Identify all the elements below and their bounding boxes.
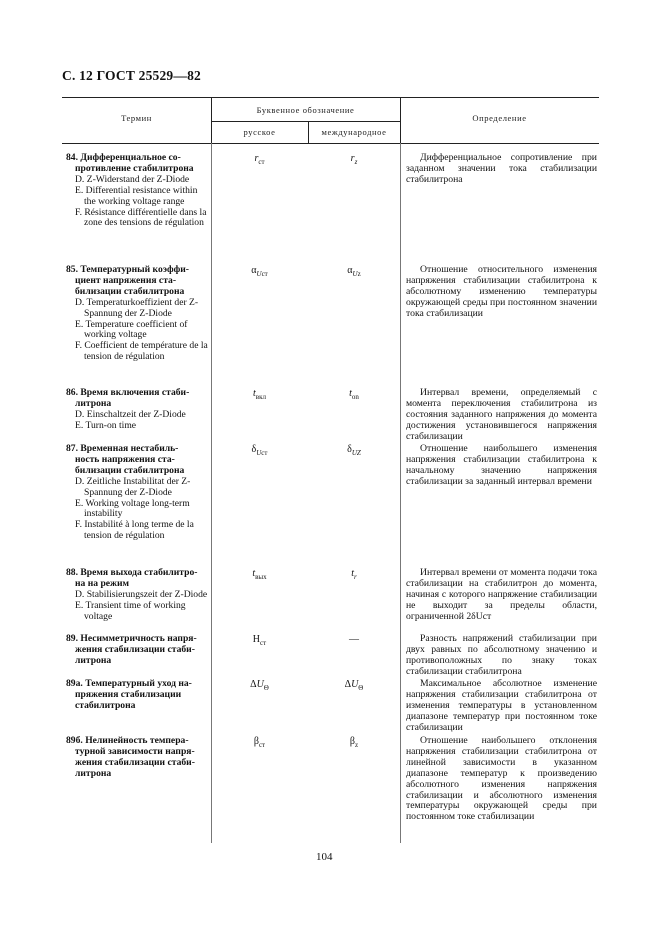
term-title: литрона	[75, 767, 112, 779]
letter-sub-rule	[211, 121, 400, 122]
term-85	[66, 265, 211, 363]
term-translation-de: D. Zeitliche Instabilitat der Z-Spannung der Z-Diode	[75, 475, 191, 498]
symbol-int-89: —	[349, 634, 359, 645]
definition-86: Интервал времени, определяемый с момента переключения стабилитрона из состояния заданного напряжения до момента достижения установившегося напряжения стабилизации	[406, 387, 597, 442]
term-title: 89а. Температурный уход на-	[66, 678, 192, 689]
definition-85: Отношение относительного изменения напряжения стабилизации стабилитрона к абсолютному изменению температуры окружающей среды при постоянном значении тока стабилизации	[406, 264, 597, 319]
symbol-ru-89: $H_{ст}$	[252, 634, 267, 647]
symbol-int-86: $t_{on}$	[349, 388, 359, 401]
col-header-russian: русское	[243, 127, 276, 137]
symbol-int-87: $\delta_{UZ}$	[347, 444, 361, 457]
term-translation-de: D. Einschaltzeit der Z-Diode	[75, 408, 186, 420]
term-title: противление стабилитрона	[75, 162, 194, 174]
term-title: стабилитрона	[75, 699, 136, 711]
term-translation-en: E. Working voltage long-term instability	[75, 497, 190, 520]
definition-84: Дифференциальное сопротивление при заданном значении тока стабилизации стабилитрона	[406, 152, 597, 185]
symbol-ru-85: $\alpha_{Uст}$	[251, 265, 268, 278]
term-title: литрона	[75, 397, 112, 409]
term-87	[66, 444, 211, 542]
table-head-bottom-rule	[62, 143, 599, 144]
page-number: 104	[316, 851, 333, 863]
term-89b	[66, 736, 211, 780]
term-title: турной зависимости напря-	[75, 745, 195, 757]
term-title: пряжения стабилизации	[75, 688, 182, 700]
symbol-ru-84: $r_{ст}$	[254, 153, 265, 166]
definition-89: Разность напряжений стабилизации при двух равных по абсолютному значению и противоположных по знаку токах стабилизации стабилитрона	[406, 633, 597, 677]
term-84	[66, 153, 211, 229]
term-translation-en: E. Differential resistance within the working voltage range	[75, 184, 198, 207]
symbol-ru-89a: $\Delta U_\Theta$	[250, 679, 269, 692]
symbol-int-85: $\alpha_{Uz}$	[347, 265, 361, 278]
term-title: 89б. Нелинейность темпера-	[66, 735, 189, 746]
col-divider-3-body	[400, 143, 401, 843]
col-header-letter: Буквенное обозначение	[256, 105, 355, 115]
term-title: 88. Время выхода стабилитро-	[66, 567, 198, 578]
term-title: жения стабилизации стаби-	[75, 756, 195, 768]
term-title: на на режим	[75, 577, 130, 589]
definition-89a: Максимальное абсолютное изменение напряжения стабилизации стабилитрона от изменения температуры в установленном диапазоне температур при постоянном токе стабилизации	[406, 678, 597, 733]
symbol-ru-89b: $\beta_{ст}$	[253, 736, 266, 749]
term-title: 86. Время включения стаби-	[66, 387, 190, 398]
term-title: ность напряжения ста-	[75, 453, 175, 465]
term-translation-de: D. Temperaturkoeffizient der Z-Spannung der Z-Diode	[75, 296, 199, 319]
term-86	[66, 388, 211, 432]
term-translation-de: D. Z-Widerstand der Z-Diode	[75, 173, 190, 185]
table-top-rule	[62, 97, 599, 98]
term-title: жения стабилизации стаби-	[75, 643, 195, 655]
col-header-international: международное	[321, 127, 387, 137]
term-title: литрона	[75, 654, 112, 666]
term-88	[66, 568, 211, 623]
col-header-term: Термин	[121, 113, 152, 123]
term-title: 85. Температурный коэффи-	[66, 264, 189, 275]
symbol-int-84: $r_z$	[350, 153, 358, 166]
term-title: 84. Дифференциальное со-	[66, 152, 181, 163]
term-translation-en: E. Turn-on time	[75, 419, 137, 431]
symbol-ru-88: $t_{вых}$	[252, 568, 267, 581]
term-translation-fr: F. Instabilité à long terme de la tension de régulation	[75, 519, 194, 542]
col-header-definition: Определение	[472, 113, 527, 123]
symbol-ru-87: $\delta_{Uст}$	[251, 444, 268, 457]
term-title: циент напряжения ста-	[75, 274, 177, 286]
page-header: С. 12 ГОСТ 25529—82	[62, 68, 201, 83]
definition-89b: Отношение наибольшего отклонения напряжения стабилизации стабилитрона от линейной зависимости в указанном диапазоне температур к произведению абсолютного изменения напряжения стабилизации и абсолютного изменения температуры окружающей среды при постоянном токе стабилизации	[406, 735, 597, 823]
term-translation-fr: F. Coefficient de température de la tension de régulation	[75, 340, 208, 363]
term-translation-de: D. Stabilisierungszeit der Z-Diode	[75, 588, 208, 600]
term-translation-en: E. Temperature coefficient of working voltage	[75, 318, 188, 341]
term-89	[66, 634, 211, 667]
term-title: 87. Временная нестабиль-	[66, 443, 179, 454]
definition-88: Интервал времени от момента подачи тока стабилизации на стабилитрон до момента, начиная с которого напряжение стабилизации не выходит за пределы области, ограниченной 2δUст	[406, 567, 597, 622]
term-title: билизации стабилитрона	[75, 464, 185, 476]
symbol-int-89b: $\beta_z$	[349, 736, 359, 749]
symbol-int-88: $t_r$	[351, 568, 357, 581]
symbol-int-89a: $\Delta U_\Theta$	[344, 679, 364, 692]
symbol-ru-86: $t_{вкл}$	[253, 388, 266, 401]
term-title: билизации стабилитрона	[75, 285, 185, 297]
term-translation-en: E. Transient time of working voltage	[75, 599, 186, 622]
definition-87: Отношение наибольшего изменения напряжения стабилизации стабилитрона к начальному значению напряжения стабилизации за заданный интервал времени	[406, 443, 597, 487]
term-89a	[66, 679, 211, 712]
term-translation-fr: F. Résistance différentielle dans la zone des tensions de régulation	[75, 206, 207, 229]
term-title: 89. Несимметричность напря-	[66, 633, 197, 644]
